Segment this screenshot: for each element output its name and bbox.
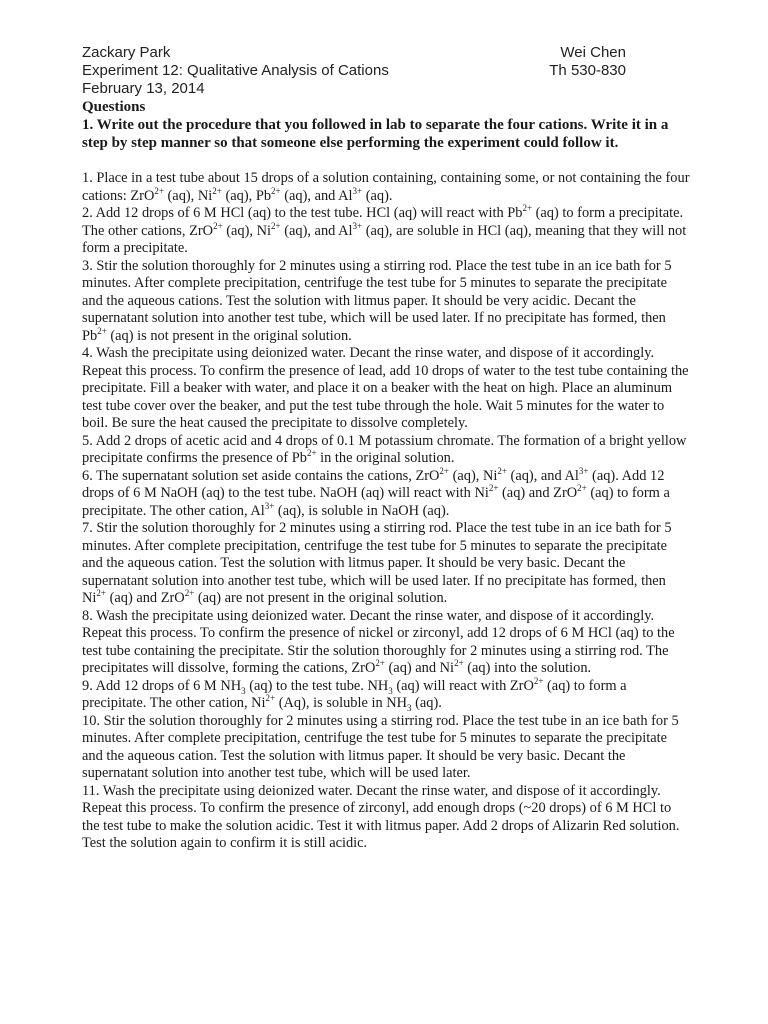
procedure-step-4: 4. Wash the precipitate using deionized water. Decant the rinse water, and dispose of it accordingly. Repeat this process. To confirm the presence of lead, add 10 drops of water to the test tube containing the precipitate. Fill a beaker with water, and place it on a beaker with the heat on high. Place an aluminum test tube cover over the beaker, and put the test tube through the hole. Wait 5 minutes for the water to boil. Be sure the heat caused the precipitate to dissolve completely. [82,345,689,431]
procedure-step-5: 5. Add 2 drops of acetic acid and 4 drops of 0.1 M potassium chromate. The formation of a bright yellow precipitate confirms the presence of $Pb^{2+}$ in the original solution. [82,432,687,466]
procedure-step-6: 6. The supernatant solution set aside contains the cations, ZrO$^{2+}$ (aq), $Ni^{2+}$ (aq), and $Al^{3+}$ (aq). Add 12 drops of 6 M NaOH (aq) to the test tube. NaOH (aq) will react with $Ni^{2+}$ (aq) and ZrO$^{2+}$ (aq) to form a precipitate. The other cation, $Al^{3+}$ (aq), is soluble in NaOH (aq). [82,465,670,519]
procedure-step-1: 1. Place in a test tube about 15 drops of a solution containing, containing some, or not containing the four cations: ZrO$^{2+}$ (aq), $Ni^{2+}$ (aq), $Pb^{2+}$ (aq), and $Al^{3+}$ (aq). [82,170,690,204]
procedure-steps [82,170,690,853]
header-left-block [82,44,389,98]
procedure-step-9: 9. Add 12 drops of 6 M $NH_3$ (aq) to the test tube. $NH_3$ (aq) will react with ZrO$^{2+}$ (aq) to form a precipitate. The other cation, $Ni^{2+}$ (Aq), is soluble in $NH_3$ (aq). [82,675,627,713]
question-1-prompt: 1. Write out the procedure that you followed in lab to separate the four cations. Write it in a step by step manner so that someone else performing the experiment could follow it. [82,117,669,151]
partner-name: Wei Chen [560,44,626,61]
procedure-step-3: 3. Stir the solution thoroughly for 2 minutes using a stirring rod. Place the test tube in an ice bath for 5 minutes. After complete precipitation, centrifuge the test tube for 5 minutes to separate the precipitate and the aqueous cations. Test the solution with litmus paper. It should be very acidic. Decant the supernatant solution into another test tube, which will be used later. If no precipitate has formed, then $Pb^{2+}$ (aq) is not present in the original solution. [82,257,672,344]
report-date: February 13, 2014 [82,80,205,97]
procedure-step-11: 11. Wash the precipitate using deionized water. Decant the rinse water, and dispose of it accordingly. Repeat this process. To confirm the presence of zirconyl, add enough drops (~20 drops) of 6 M HCl to the test tube to make the solution acidic. Test it with litmus paper. Add 2 drops of Alizarin Red solution. Test the solution again to confirm it is still acidic. [82,782,680,851]
document-header [82,44,690,98]
procedure-step-8: 8. Wash the precipitate using deionized water. Decant the rinse water, and dispose of it accordingly. Repeat this process. To confirm the presence of nickel or zirconyl, add 12 drops of 6 M HCl (aq) to the test tube containing the precipitate. Stir the solution thoroughly for 2 minutes using a stirring rod. The precipitates will dissolve, forming the cations, ZrO$^{2+}$ (aq) and $Ni^{2+}$ (aq) into the solution. [82,607,675,676]
section-time: Th 530-830 [549,62,626,79]
document-body [82,98,690,853]
header-right-block [549,44,626,98]
procedure-step-10: 10. Stir the solution thoroughly for 2 minutes using a stirring rod. Place the test tube in an ice bath for 5 minutes. After complete precipitation, centrifuge the test tube for 5 minutes to separate the precipitate and the aqueous cation. Test the solution with litmus paper. It should be very basic. Decant the supernatant solution into another test tube, which will be used later. [82,712,679,781]
procedure-step-7: 7. Stir the solution thoroughly for 2 minutes using a stirring rod. Place the test tube in an ice bath for 5 minutes. After complete precipitation, centrifuge the test tube for 5 minutes to separate the precipitate and the aqueous cation. Test the solution with litmus paper. It should be very basic. Decant the supernatant solution into another test tube, which will be used later. If no precipitate has formed, then $Ni^{2+}$ (aq) and ZrO$^{2+}$ (aq) are not present in the original solution. [82,520,672,606]
experiment-title: Experiment 12: Qualitative Analysis of Cations [82,62,389,79]
questions-heading: Questions [82,99,146,115]
student-name: Zackary Park [82,44,171,61]
procedure-step-2: 2. Add 12 drops of 6 M HCl (aq) to the test tube. HCl (aq) will react with $Pb^{2+}$ (aq) to form a precipitate. The other cations, ZrO$^{2+}$ (aq), $Ni^{2+}$ (aq), and $Al^{3+}$ (aq), are soluble in HCl (aq), meaning that they will not form a precipitate. [82,203,687,256]
